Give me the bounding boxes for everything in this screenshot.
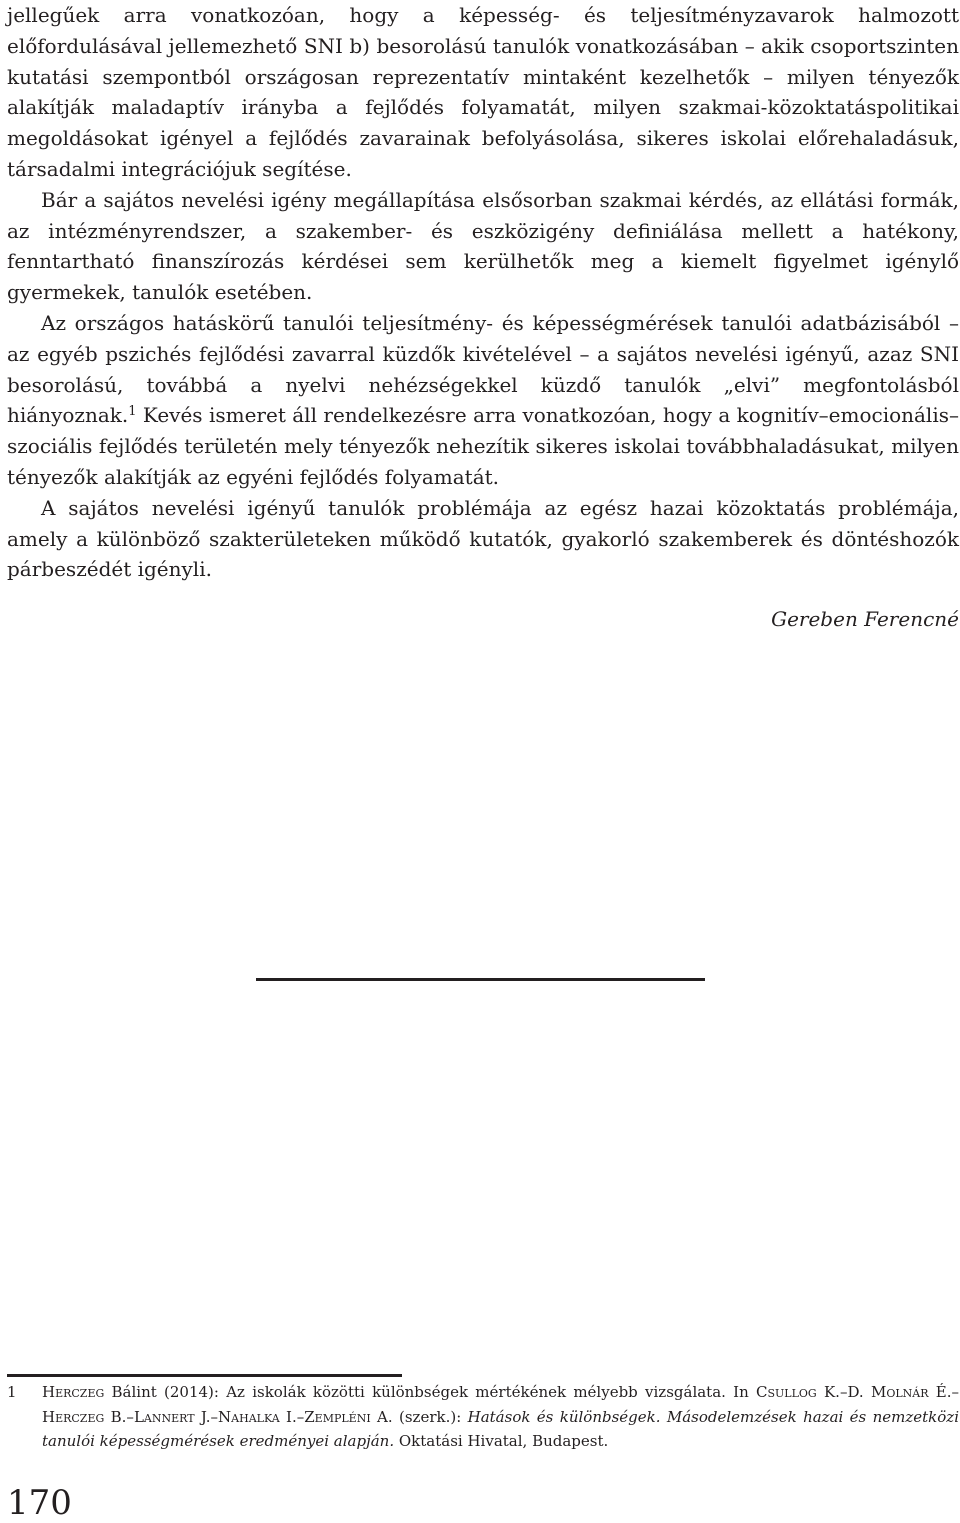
section-divider [256, 978, 705, 981]
author-signature: Gereben Ferencné [771, 607, 959, 631]
footnote-text [42, 1380, 959, 1454]
footnote-number: 1 [7, 1383, 17, 1401]
footnote-editor: Herczeg [42, 1407, 105, 1426]
footnote-segment: I.– [279, 1407, 305, 1426]
page-number: 170 [7, 1483, 72, 1523]
footnote-segment: A. (szerk.): [370, 1407, 468, 1426]
footnote-segment: J.– [194, 1407, 219, 1426]
footnote-reference[interactable]: 1 [128, 404, 137, 420]
footnote-editor: Csullog [756, 1383, 817, 1401]
main-text [7, 0, 959, 585]
footnote-book-title: Hatások és különbségek. Másodelemzések hazai és nemzetközi tanulói képességmérések eredményei alapján. [42, 1407, 959, 1450]
footnote-publisher: Oktatási Hivatal, Budapest. [394, 1432, 609, 1450]
footnote-separator [7, 1374, 402, 1377]
footnote-editor: Lannert [133, 1407, 195, 1426]
footnote-editor: Molnár [870, 1383, 929, 1401]
footnote [7, 1380, 959, 1454]
footnote-segment: Bálint (2014): Az iskolák közötti különbségek mértékének mélyebb vizsgálata. In [104, 1383, 757, 1401]
paragraph-1: jellegűek arra vonatkozóan, hogy a képesség- és teljesítményzavarok halmozott előfordulásával jellemezhető SNI b) besorolású tanulók vonatkozásában – akik csoportszinten kutatási szempontból országosan reprezentatív mintaként kezelhetők – milyen tényezők alakítják maladaptív irányba a fejlődés folyamatát, milyen szakmai-közoktatáspolitikai megoldásokat igényel a fejlődés zavarainak befolyásolása, sikeres iskolai előrehaladásuk, társadalmi integrációjuk segítése. [7, 3, 959, 181]
paragraph-3-text-after: Kevés ismeret áll rendelkezésre arra vonatkozóan, hogy a kognitív–emocionális–szociális fejlődés területén mely tényezők nehezítik sikeres iskolai továbbhaladásukat, milyen tényezők alakítják az egyéni fejlődés folyamatát. [7, 403, 959, 489]
paragraph-4: A sajátos nevelési igényű tanulók problémája az egész hazai közoktatás problémája, amely a különböző szakterületeken működő kutatók, gyakorló szakemberek és döntéshozók párbeszédét igényli. [7, 495, 959, 582]
paragraph-3-text-before: Az országos hatáskörű tanulói teljesítmény- és képességmérések tanulói adatbázisából – az egyéb pszichés fejlődési zavarral küzdők kivételével – a sajátos nevelési igényű, azaz SNI besorolású, továbbá a nyelvi nehézségekkel küzdő tanulók „elvi” megfontolásból hiányoznak. [7, 310, 959, 428]
footnote-segment: B.– [104, 1407, 134, 1426]
footnote-author: Herczeg [42, 1383, 105, 1401]
paragraph-3 [7, 308, 959, 493]
footnote-editor: Zempléni [304, 1407, 371, 1426]
footnote-segment: É.– [928, 1383, 959, 1401]
footnote-segment: K.–D. [816, 1383, 871, 1401]
footnote-editor: Nahalka [218, 1407, 280, 1426]
paragraph-2: Bár a sajátos nevelési igény megállapítása elsősorban szakmai kérdés, az ellátási formák, az intézményrendszer, a szakember- és eszközigény definiálása mellett a hatékony, fenntartható finanszírozás kérdései sem kerülhetők meg a kiemelt figyelmet igénylő gyermekek, tanulók esetében. [7, 187, 959, 305]
